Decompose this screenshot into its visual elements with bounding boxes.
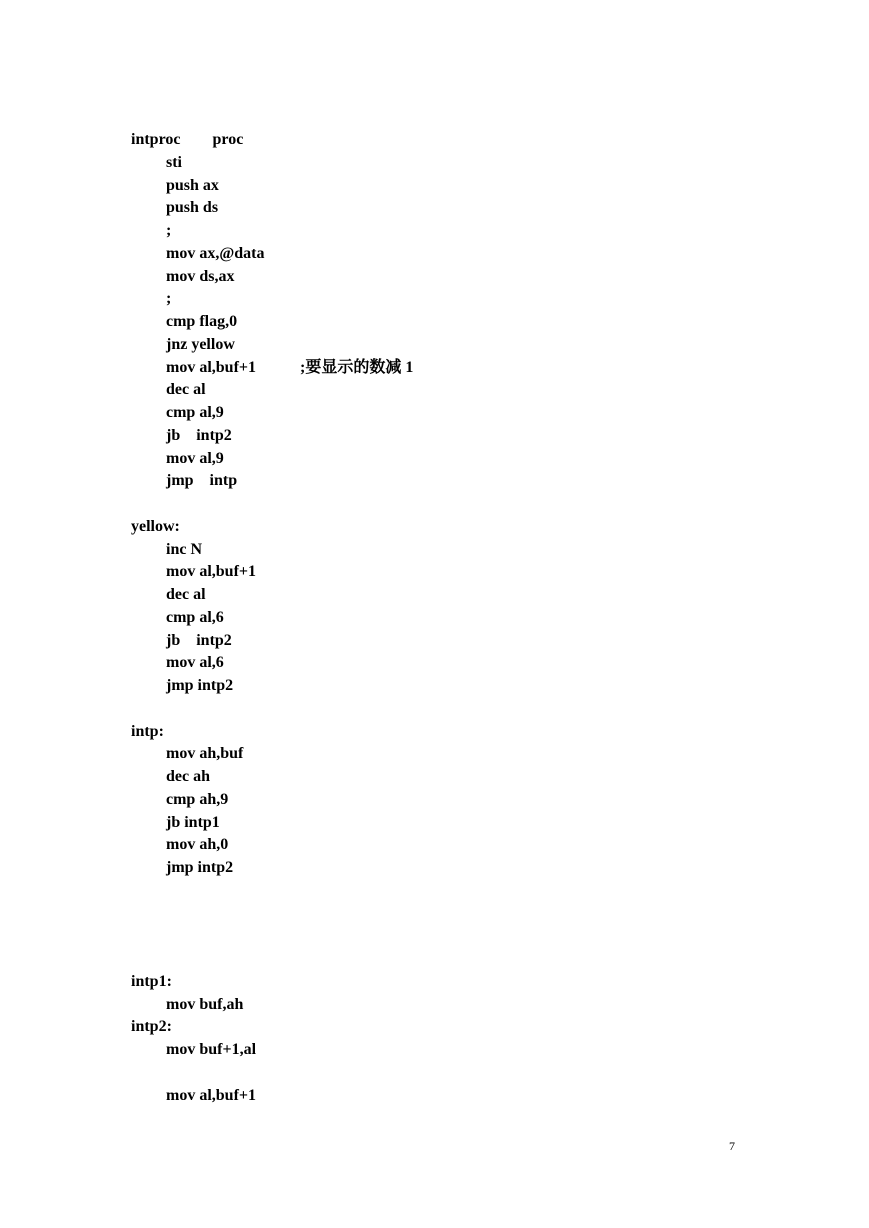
code-text: cmp flag,0: [166, 313, 238, 330]
code-text: cmp al,6: [166, 608, 224, 626]
code-line: [131, 493, 264, 516]
code-line: [131, 516, 264, 539]
code-text: jmp intp2: [166, 859, 234, 876]
code-text: mov al,9: [166, 449, 224, 467]
code-text: mov al,buf+1: [166, 1086, 257, 1104]
code-text: sti: [166, 153, 182, 171]
code-line: [131, 175, 264, 198]
code-text: intp2:: [131, 1018, 172, 1036]
code-line: [131, 197, 264, 220]
code-line: [131, 1016, 264, 1039]
code-text: dec al: [166, 586, 206, 603]
code-text: mov al,buf+1: [166, 358, 257, 376]
code-line: [131, 834, 264, 857]
code-text: inc N: [166, 540, 202, 558]
code-text: dec ah: [166, 768, 210, 785]
code-line: [131, 152, 264, 175]
code-line: [131, 812, 264, 835]
code-text: cmp ah,9: [166, 790, 229, 808]
code-line: [131, 561, 264, 584]
code-text: mov buf,ah: [166, 995, 244, 1013]
code-line: [131, 721, 264, 744]
code-line: [131, 379, 264, 402]
code-line: [131, 766, 264, 789]
assembly-code-listing: [131, 129, 414, 1107]
code-text: jmp intp: [166, 472, 238, 490]
code-line: [131, 994, 264, 1017]
code-text: jb intp1: [166, 813, 220, 831]
page-number: 7: [729, 1139, 735, 1153]
code-text: intproc proc: [131, 131, 244, 148]
code-line: [131, 880, 264, 903]
code-line: [131, 1062, 264, 1085]
code-text: jb intp2: [166, 426, 232, 444]
code-line: [131, 357, 414, 380]
code-line: [131, 789, 264, 812]
code-line: [131, 630, 264, 653]
code-line: [131, 948, 264, 971]
code-text: ;: [166, 290, 172, 308]
code-text: mov ds,ax: [166, 267, 235, 285]
code-line: [131, 903, 264, 926]
code-line: [131, 607, 264, 630]
code-line: [131, 925, 264, 948]
code-text: cmp al,9: [166, 404, 224, 421]
code-line: [131, 1085, 264, 1108]
code-text: push ds: [166, 199, 219, 217]
code-line: [131, 675, 264, 698]
code-line: [131, 243, 264, 266]
code-line: [131, 971, 264, 994]
code-text: intp1:: [131, 972, 172, 990]
code-comment: ;要显示的数减 1: [300, 358, 414, 376]
code-text: intp:: [131, 722, 164, 740]
code-text: ;: [166, 222, 172, 239]
code-line: [131, 402, 264, 425]
code-line: [131, 334, 264, 357]
code-line: [131, 288, 264, 311]
code-line: [131, 129, 264, 152]
code-text: jb intp2: [166, 631, 232, 649]
code-line: [131, 220, 264, 243]
code-line: [131, 584, 264, 607]
code-text: mov ah,buf: [166, 745, 244, 763]
code-line: [131, 425, 264, 448]
code-line: [131, 652, 264, 675]
code-line: [131, 1039, 264, 1062]
code-text: dec al: [166, 381, 206, 399]
code-line: [131, 266, 264, 289]
code-text: jmp intp2: [166, 677, 234, 694]
code-line: [131, 857, 264, 880]
code-line: [131, 743, 264, 766]
code-line: [131, 470, 264, 493]
code-line: [131, 448, 264, 471]
code-text: mov al,6: [166, 654, 224, 672]
code-text: push ax: [166, 176, 219, 194]
code-text: mov buf+1,al: [166, 1041, 257, 1058]
code-line: [131, 698, 264, 721]
code-line: [131, 539, 264, 562]
code-text: yellow:: [131, 517, 180, 535]
code-line: [131, 311, 264, 334]
code-text: jnz yellow: [166, 335, 235, 353]
code-text: mov ah,0: [166, 836, 229, 854]
code-text: mov al,buf+1: [166, 563, 257, 581]
code-text: mov ax,@data: [166, 244, 265, 262]
